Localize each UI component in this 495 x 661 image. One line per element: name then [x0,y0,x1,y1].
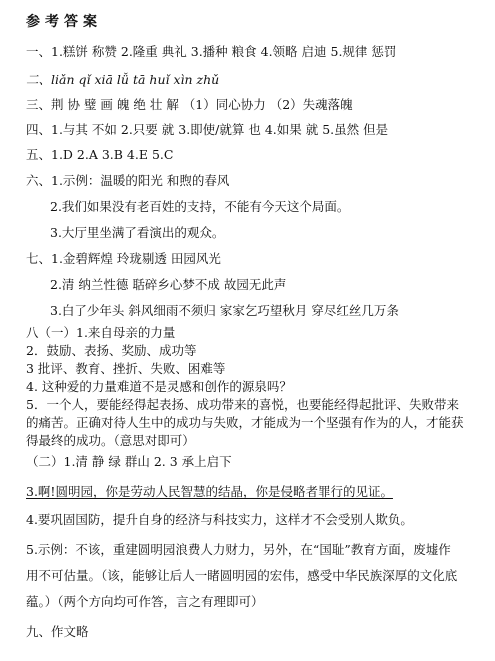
answer-section-1: 一、1.糕饼 称赞 2.隆重 典礼 3.播种 粮食 4.领略 启迪 5.规律 惩罚 [26,44,397,59]
answer-section-8-part-2-item-5-line-3: 蕴。）（两个方向均可作答，言之有理即可） [26,594,264,609]
answer-section-8-item-2: 2．鼓励、表扬、奖励、成功等 [26,343,197,358]
answer-section-8-item-3: 3 批评、教育、挫折、失败、困难等 [26,361,226,376]
page-title: 参考答案 [26,14,102,30]
answer-section-8-part-2-item-3: 3.啊!圆明园，你是劳动人民智慧的结晶，你是侵略者罪行的见证。 [26,484,393,499]
answer-section-5: 五、1.D 2.A 3.B 4.E 5.C [26,147,174,162]
answer-section-6-item-2: 2.我们如果没有老百姓的支持，不能有今天这个局面。 [50,199,350,214]
answer-section-8-item-5-line-1: 5．一个人，要能经得起表扬、成功带来的喜悦，也要能经得起批评、失败带来 [26,397,459,412]
answer-section-8-item-5-line-3: 得最终的成功。（意思对即可） [26,433,195,448]
answer-section-8-part-2-item-1: （二）1.清 静 绿 群山 2. 3 承上启下 [26,454,232,469]
answer-section-9: 九、作文略 [26,624,89,639]
answer-section-3: 三、荆 协 璧 画 魄 绝 壮 解 （1）同心协力 （2）失魂落魄 [26,97,353,112]
answer-section-8-part-2-item-5-line-1: 5.示例：不该，重建圆明园浪费人力财力，另外，在“国耻”教育方面，废墟作 [26,542,451,557]
answer-section-8-item-5-line-2: 的痛苦。正确对待人生中的成功与失败，才能成为一个坚强有作为的人，才能获 [26,415,464,430]
answer-section-2-pinyin: 二、liǎn qǐ xiā lǚ tā huǐ xìn zhǔ [26,72,220,87]
answer-section-7-item-1: 七、1.金碧辉煌 玲珑剔透 田园风光 [26,251,221,266]
answer-section-8-part-2-item-4: 4.要巩固国防，提升自身的经济与科技实力，这样才不会受别人欺负。 [26,512,413,527]
answer-section-6-item-3: 3.大厅里坐满了看演出的观众。 [50,225,225,240]
answer-section-8-item-4: 4. 这种爱的力量难道不是灵感和创作的源泉吗？ [26,379,292,394]
answer-section-6-item-1: 六、1.示例：温暖的阳光 和煦的春风 [26,173,230,188]
answer-section-7-item-2: 2.清 纳兰性德 聒碎乡心梦不成 故园无此声 [50,277,287,292]
answer-section-4: 四、1.与其 不如 2.只要 就 3.即使/就算 也 4.如果 就 5.虽然 但是 [26,122,389,137]
answer-section-8-part-2-item-5-line-2: 用不可估量。（该，能够让后人一睹圆明园的宏伟，感受中华民族深厚的文化底 [26,568,458,583]
answer-section-8-item-1: 八（一）1.来自母亲的力量 [26,325,176,340]
answer-section-7-item-3: 3.白了少年头 斜风细雨不须归 家家乞巧望秋月 穿尽红丝几万条 [50,303,399,318]
